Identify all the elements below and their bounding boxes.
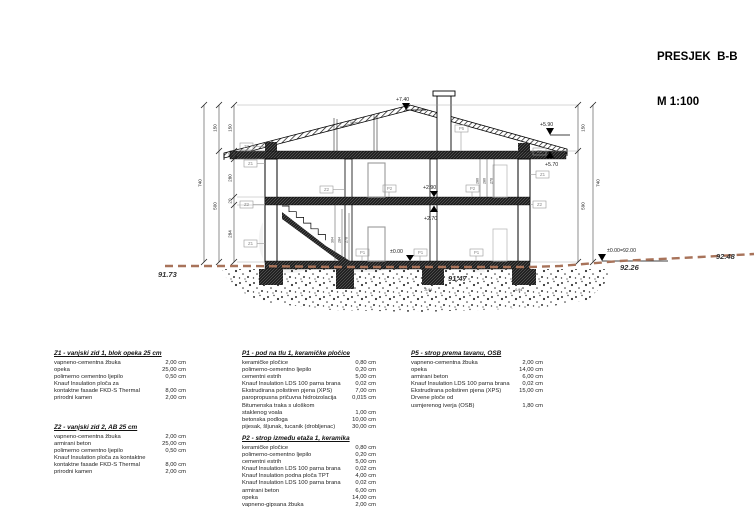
elevation-ground-absolute: ±0.00=92.00 — [607, 248, 636, 254]
dim-left-total: 740 — [197, 179, 203, 187]
legend-row: Knauf Insulation LDS 100 parna brana 0,02 cm — [411, 381, 543, 388]
label-left-wall-z1a: Z1 — [247, 161, 254, 167]
elevation-floor1-top: +2.90 — [423, 185, 437, 191]
dim-floor1-270: 270 — [489, 178, 494, 184]
label-left-wall-z2a: Z2 — [243, 144, 250, 150]
dim-floor1-280a: 280 — [475, 178, 480, 184]
dim-left-inner-20b: 20 — [227, 198, 233, 204]
legend-row: armirani beton 6,00 cm — [411, 374, 543, 381]
left-knee-wall — [265, 142, 277, 151]
footing-depth-mid: -0.94 — [424, 288, 433, 292]
chimney-cap — [433, 91, 455, 96]
legend-z2-title: Z2 - vanjski zid 2, AB 25 cm — [54, 423, 138, 431]
legend-row: Knauf Insulation LDS 100 parna brana 0,02 cm — [242, 381, 376, 388]
legend-p1-title: P1 - pod na tlu 1, keramičke pločice — [242, 350, 350, 357]
elevation-ridge: +7.40 — [396, 97, 410, 103]
legend-row: prirodni kamen 2,00 cm — [54, 469, 186, 476]
legend-row: Knauf Insulation podna ploča TPT 4,00 cm — [242, 473, 376, 480]
left-wall — [265, 159, 277, 262]
legend-z1-title: Z1 - vanjski zid 1, blok opeka 25 cm — [54, 350, 162, 357]
dim-left-inner-284: 284 — [227, 230, 233, 238]
label-ground-p1b: P1 — [417, 250, 424, 256]
legend-row: opeka 14,00 cm — [411, 367, 543, 374]
label-left-wall-z2b: Z2 — [243, 202, 250, 208]
legend-z1 — [54, 350, 186, 403]
legend-row: polimerno cementno ljepilo 0,50 cm — [54, 374, 186, 381]
terrain-label-left: 91.73 — [158, 270, 177, 279]
dim-floor1-280b: 280 — [482, 178, 487, 184]
legend-row: keramičke pločice 0,80 cm — [242, 360, 376, 366]
legend-p1 — [242, 350, 376, 431]
label-attic-p5: P5 — [458, 126, 465, 132]
label-floor1-p2a: P2 — [386, 186, 393, 192]
elevation-eave-top: +5.90 — [540, 122, 554, 128]
legend-row: Knauf Insulation LDS 100 parna brana 0,02 cm — [242, 466, 376, 473]
dim-left-mid-150: 150 — [212, 124, 218, 132]
right-knee-wall — [518, 143, 530, 151]
dim-left-inner-20a: 20 — [227, 152, 233, 158]
stair-wall — [345, 159, 352, 262]
legend-row: vapneno-cementna žbuka 2,00 cm — [54, 433, 186, 440]
legend-row: betonska podloga 10,00 cm — [242, 416, 376, 423]
legend-row: usmjerenog iverja (OSB) 1,80 cm — [411, 402, 543, 409]
dim-ground-304: 304 — [330, 237, 335, 243]
legend-p2 — [242, 435, 376, 509]
roof-slope-label: % — [350, 121, 354, 125]
attic-slab — [227, 151, 566, 159]
legend-row: pijesak, šljunak, tucanik (drobljenac) 30,00 cm — [242, 423, 376, 430]
terrain-label-right1: 92.26 — [620, 263, 639, 272]
dim-right-inner-150: 150 — [580, 124, 586, 132]
legend-row: Knauf Insulation ploča za kontaktne — [54, 454, 146, 461]
label-ground-p1c: P1 — [473, 250, 480, 256]
legend-row: cementni estrih 5,00 cm — [242, 374, 376, 381]
building-section — [224, 91, 567, 292]
legend-row: Ekstrudirana polistiren pjena (XPS) 15,00 cm — [411, 388, 543, 395]
chimney — [437, 96, 451, 153]
legend-row: Knauf Insulation ploča za — [54, 381, 119, 388]
title-block — [657, 20, 738, 140]
elevation-ground: ±0.00 — [390, 249, 403, 255]
drawing-scale: M 1:100 — [657, 96, 700, 108]
left-dimensions — [198, 102, 238, 265]
elevation-eave-bottom: +5.70 — [545, 162, 559, 168]
legend-row: prirodni kamen 2,00 cm — [54, 395, 186, 402]
dim-left-inner-150: 150 — [227, 124, 233, 132]
footing-depth-right: -0.94 — [514, 288, 523, 292]
legend-row: kontaktne fasade FKD-S Thermal 8,00 cm — [54, 388, 186, 395]
label-right-wall-z2b: Z2 — [536, 202, 543, 208]
legend-row: Knauf Insulation LDS 100 parna brana 0,02 cm — [242, 480, 376, 487]
terrain-label-right2: 92.48 — [716, 252, 735, 261]
dim-left-mid-500: 500 — [212, 202, 218, 210]
legend-row: polimerno-cementno ljepilo 0,20 cm — [242, 452, 376, 459]
legend-row: vapneno-cementna žbuka 2,00 cm — [411, 360, 543, 366]
dim-ground-284: 284 — [337, 237, 342, 243]
dim-ground-270: 270 — [344, 237, 349, 243]
legend-z2 — [54, 424, 186, 477]
legend-p5-title: P5 - strop prema tavanu, OSB — [411, 350, 502, 357]
dim-left-inner-280: 280 — [227, 174, 233, 182]
legend-row: Bitumenska traka s uloškom — [242, 402, 315, 409]
legend-column-ceiling — [411, 350, 543, 410]
legend-row: Drvene ploče od — [411, 395, 454, 402]
elevation-floor1-bottom: +2.70 — [424, 216, 438, 222]
floor1-slab — [265, 197, 530, 205]
legend-row: opeka 25,00 cm — [54, 367, 186, 374]
legend-row: paropropusna pričuvna hidroizolacija 0,015 cm — [242, 395, 376, 402]
dim-right-inner-590: 590 — [580, 202, 586, 210]
legend-row: kontaktne fasade FKD-S Thermal 8,00 cm — [54, 461, 186, 468]
right-wall — [518, 159, 530, 262]
legend-row: armirani beton 6,00 cm — [242, 487, 376, 494]
label-ground-p1a: P1 — [359, 250, 366, 256]
legend-row: vapneno-gipsana žbuka 2,00 cm — [242, 501, 376, 508]
legend-row: staklenog voala 1,00 cm — [242, 409, 376, 416]
label-right-wall-z1: Z1 — [539, 172, 546, 178]
label-right-wall-z2a: Z2 — [536, 149, 543, 155]
right-dimensions — [575, 102, 601, 265]
legend-row: cementni estrih 5,00 cm — [242, 459, 376, 466]
legend-p5 — [411, 350, 543, 410]
legend-row: opeka 14,00 cm — [242, 494, 376, 501]
drawing-title: PRESJEK B-B — [657, 51, 738, 63]
legend-row: armirani beton 25,00 cm — [54, 440, 186, 447]
label-left-wall-z1b: Z1 — [247, 241, 254, 247]
legend-row: vapneno-cementna žbuka 2,00 cm — [54, 360, 186, 366]
label-floor1-p2b: P2 — [469, 186, 476, 192]
legend-p2-title: P2 - strop između etaža 1, keramika — [242, 434, 350, 442]
label-interior-z2: Z2 — [323, 187, 330, 193]
legend-row: polimerno cementno ljepilo 0,50 cm — [54, 447, 186, 454]
legend-column-floors — [242, 350, 376, 509]
legend-row: Ekstrudirana polistiren pjena (XPS) 7,00 cm — [242, 388, 376, 395]
legend-row: keramičke pločice 0,80 cm — [242, 444, 376, 451]
terrain-label-mid: 91.47 — [448, 274, 467, 283]
legend-column-walls — [54, 350, 186, 476]
dim-right-total: 740 — [595, 179, 601, 187]
legend-row: polimerno-cementno ljepilo 0,20 cm — [242, 367, 376, 374]
